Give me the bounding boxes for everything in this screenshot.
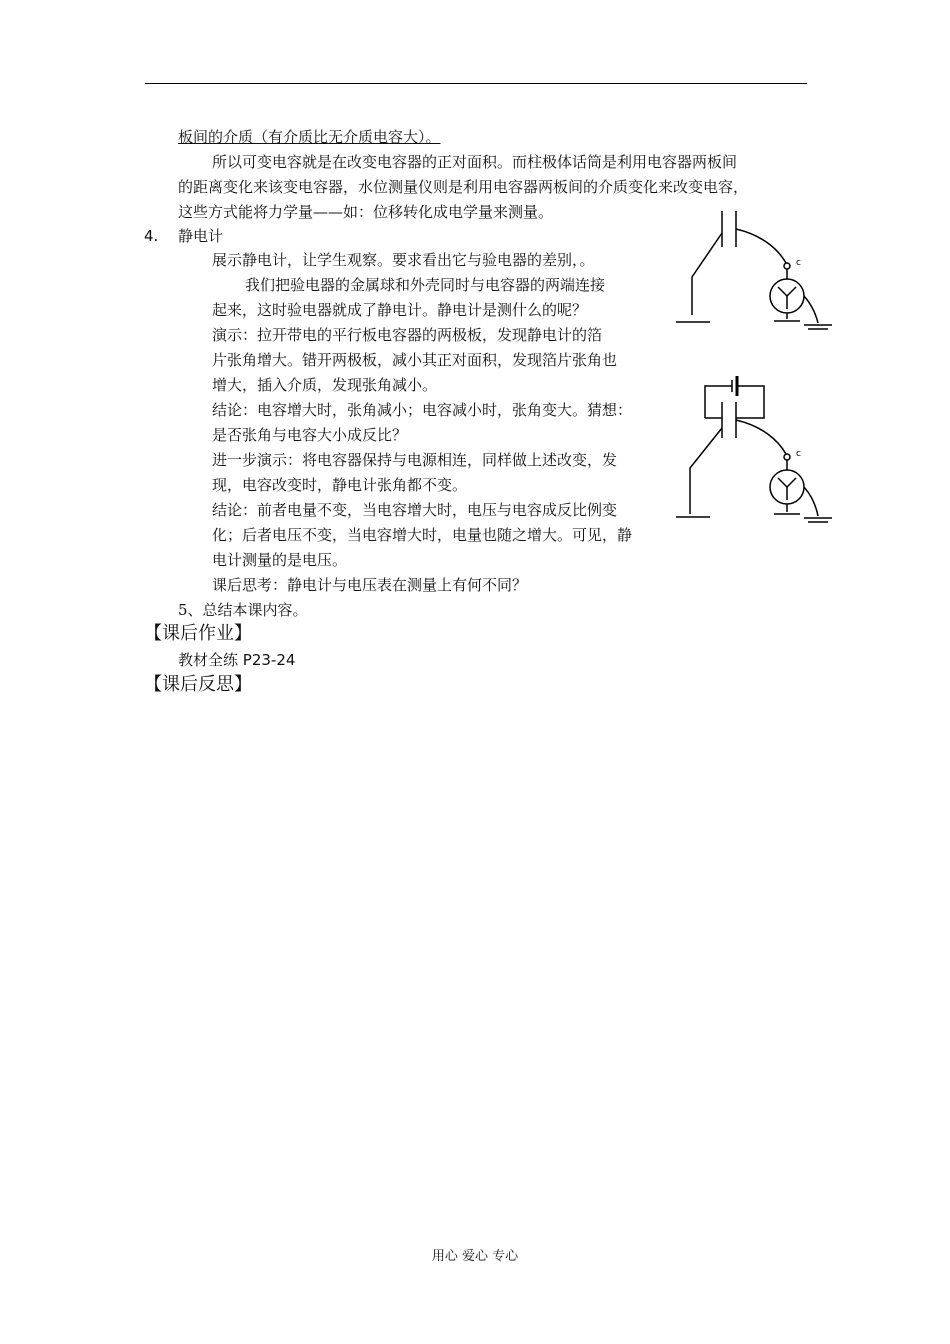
header-rule [145,83,807,84]
section-line: 展示静电计，让学生观察。要求看出它与验电器的差别，。 [212,251,595,269]
electrometer-circuit-diagram-2 [670,368,850,528]
section-line: 电计测量的是电压。 [212,551,348,569]
section-line: 现，电容改变时，静电计张角都不变。 [212,476,468,494]
homework-heading: 【课后作业】 [144,623,252,644]
page-footer: 用心 爱心 专心 [431,1249,519,1264]
para-line-1: 板间的介质（有介质比无介质电容大）。 [178,128,441,146]
section-number: 4. [144,227,159,245]
section-line: 结论：前者电量不变，当电容增大时，电压与电容成反比例变 [212,501,618,519]
reflection-heading: 【课后反思】 [144,674,252,695]
section-line: 进一步演示：将电容器保持与电源相连，同样做上述改变，发 [212,451,618,469]
section-line: 课后思考：静电计与电压表在测量上有何不同？ [212,576,528,594]
section-line: 我们把验电器的金属球和外壳同时与电容器的两端连接 [245,276,606,294]
para-line-2: 所以可变电容就是在改变电容器的正对面积。而柱极体话筒是利用电容器两板间 [212,153,738,171]
electrometer-circuit-diagram-1 [670,205,850,340]
section-line: 化；后者电压不变，当电容增大时，电量也随之增大。可见，静 [212,526,633,544]
para-line-4: 这些方式能将力学量——如：位移转化成电学量来测量。 [178,203,554,221]
item-5: 5、总结本课内容。 [178,601,308,619]
section-line: 演示：拉开带电的平行板电容器的两极板，发现静电计的箔 [212,326,603,344]
section-line: 起来，这时验电器就成了静电计。静电计是测什么的呢？ [212,301,588,319]
para-line-3: 的距离变化来该变电容器，水位测量仪则是利用电容器两板间的介质变化来改变电容， [178,178,749,196]
section-line: 结论：电容增大时，张角减小；电容减小时，张角变大。猜想： [212,401,633,419]
section-line: 是否张角与电容大小成反比？ [212,426,408,444]
homework-content: 教材全练 P23-24 [178,651,296,669]
figure-label: c [796,449,801,459]
section-line: 片张角增大。错开两极板，减小其正对面积，发现箔片张角也 [212,351,618,369]
section-title: 静电计 [178,227,224,245]
section-line: 增大，插入介质，发现张角减小。 [212,376,438,394]
figure-label: c [796,258,801,268]
